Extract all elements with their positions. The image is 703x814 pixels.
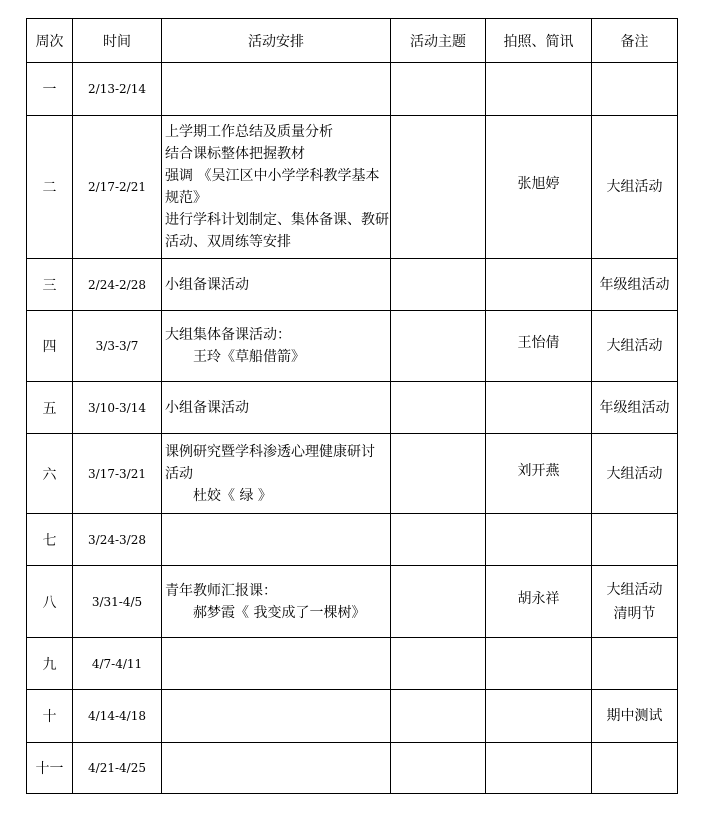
note-line: 大组活动: [606, 179, 663, 195]
activity-line: 活动、双周练等安排: [165, 234, 291, 250]
activity-line: 小组备课活动: [165, 399, 249, 416]
date-cell: 3/3-3/7: [73, 311, 162, 382]
week-cell: 二: [27, 116, 73, 259]
note-line: 清明节: [613, 605, 656, 622]
activity-line: 青年教师汇报课：: [165, 582, 277, 599]
date-cell: 3/10-3/14: [73, 382, 162, 434]
photo-cell: [486, 743, 592, 794]
activity-line: 杜姣《 绿 》: [193, 487, 272, 504]
note-cell: [592, 566, 678, 638]
note-line: 年级组活动: [599, 276, 670, 293]
date-cell: 2/13-2/14: [73, 63, 162, 116]
schedule-body: [27, 63, 678, 794]
week-cell: 一: [27, 63, 73, 116]
date-cell: 2/17-2/21: [73, 116, 162, 259]
date-cell: 2/24-2/28: [73, 259, 162, 311]
activity-line: 规范》: [165, 190, 207, 206]
theme-cell: [391, 259, 486, 311]
activity-cell: [162, 690, 391, 743]
date-cell: 3/17-3/21: [73, 434, 162, 514]
photo-cell: [486, 638, 592, 690]
table-row: [27, 116, 678, 259]
table-row: [27, 514, 678, 566]
activity-cell: [162, 116, 391, 259]
photo-value: 王怡倩: [517, 335, 560, 351]
week-cell: 十一: [27, 743, 73, 794]
header-time: 时间: [73, 19, 162, 63]
theme-cell: [391, 743, 486, 794]
note-line: 大组活动: [606, 581, 663, 598]
table-row: [27, 690, 678, 743]
week-cell: 十: [27, 690, 73, 743]
table-row: [27, 311, 678, 382]
photo-value: 刘开燕: [517, 462, 560, 479]
activity-cell: [162, 63, 391, 116]
note-line: 大组活动: [606, 338, 663, 354]
theme-cell: [391, 382, 486, 434]
photo-cell: [486, 434, 592, 514]
theme-cell: [391, 63, 486, 116]
theme-cell: [391, 638, 486, 690]
date-cell: 4/21-4/25: [73, 743, 162, 794]
activity-cell: [162, 311, 391, 382]
note-cell: [592, 434, 678, 514]
activity-cell: [162, 259, 391, 311]
activity-line: 强调 《吴江区中小学学科教学基本: [165, 168, 380, 184]
schedule-table: [26, 18, 678, 794]
table-row: [27, 743, 678, 794]
activity-cell: [162, 638, 391, 690]
table-row: [27, 63, 678, 116]
photo-cell: [486, 514, 592, 566]
header-photo: 拍照、简讯: [486, 19, 592, 63]
date-cell: 3/31-4/5: [73, 566, 162, 638]
activity-line: 结合课标整体把握教材: [165, 146, 305, 162]
photo-cell: [486, 116, 592, 259]
date-cell: 4/14-4/18: [73, 690, 162, 743]
theme-cell: [391, 566, 486, 638]
activity-line: 活动: [165, 465, 193, 482]
header-row: [27, 19, 678, 63]
note-cell: [592, 116, 678, 259]
header-week: 周次: [27, 19, 73, 63]
photo-cell: [486, 566, 592, 638]
activity-line: 小组备课活动: [165, 276, 249, 293]
week-cell: 六: [27, 434, 73, 514]
table-row: [27, 638, 678, 690]
note-cell: [592, 382, 678, 434]
activity-line: 王玲《草船借箭》: [193, 349, 305, 365]
note-line: 年级组活动: [599, 399, 670, 416]
activity-line: 大组集体备课活动：: [165, 327, 291, 343]
photo-cell: [486, 311, 592, 382]
note-cell: [592, 690, 678, 743]
activity-cell: [162, 514, 391, 566]
theme-cell: [391, 514, 486, 566]
photo-value: 胡永祥: [517, 590, 560, 607]
activity-cell: [162, 566, 391, 638]
week-cell: 四: [27, 311, 73, 382]
week-cell: 八: [27, 566, 73, 638]
photo-cell: [486, 259, 592, 311]
table-row: [27, 566, 678, 638]
note-line: 期中测试: [606, 708, 663, 724]
note-line: 大组活动: [606, 465, 663, 482]
week-cell: 五: [27, 382, 73, 434]
week-cell: 七: [27, 514, 73, 566]
table-row: [27, 259, 678, 311]
date-cell: 3/24-3/28: [73, 514, 162, 566]
date-cell: 4/7-4/11: [73, 638, 162, 690]
table-row: [27, 434, 678, 514]
activity-cell: [162, 743, 391, 794]
theme-cell: [391, 690, 486, 743]
activity-cell: [162, 382, 391, 434]
photo-cell: [486, 63, 592, 116]
theme-cell: [391, 116, 486, 259]
photo-value: 张旭婷: [517, 176, 560, 192]
header-activity: 活动安排: [162, 19, 391, 63]
note-cell: [592, 311, 678, 382]
table-row: [27, 382, 678, 434]
theme-cell: [391, 311, 486, 382]
activity-line: 郝梦霞《 我变成了一棵树》: [193, 604, 366, 621]
header-note: 备注: [592, 19, 678, 63]
note-cell: [592, 63, 678, 116]
theme-cell: [391, 434, 486, 514]
note-cell: [592, 638, 678, 690]
note-cell: [592, 259, 678, 311]
week-cell: 三: [27, 259, 73, 311]
photo-cell: [486, 690, 592, 743]
week-cell: 九: [27, 638, 73, 690]
note-cell: [592, 743, 678, 794]
activity-line: 进行学科计划制定、集体备课、教研: [165, 212, 389, 228]
note-cell: [592, 514, 678, 566]
activity-line: 课例研究暨学科渗透心理健康研讨: [165, 443, 375, 460]
photo-cell: [486, 382, 592, 434]
header-theme: 活动主题: [391, 19, 486, 63]
activity-cell: [162, 434, 391, 514]
activity-line: 上学期工作总结及质量分析: [165, 124, 333, 140]
